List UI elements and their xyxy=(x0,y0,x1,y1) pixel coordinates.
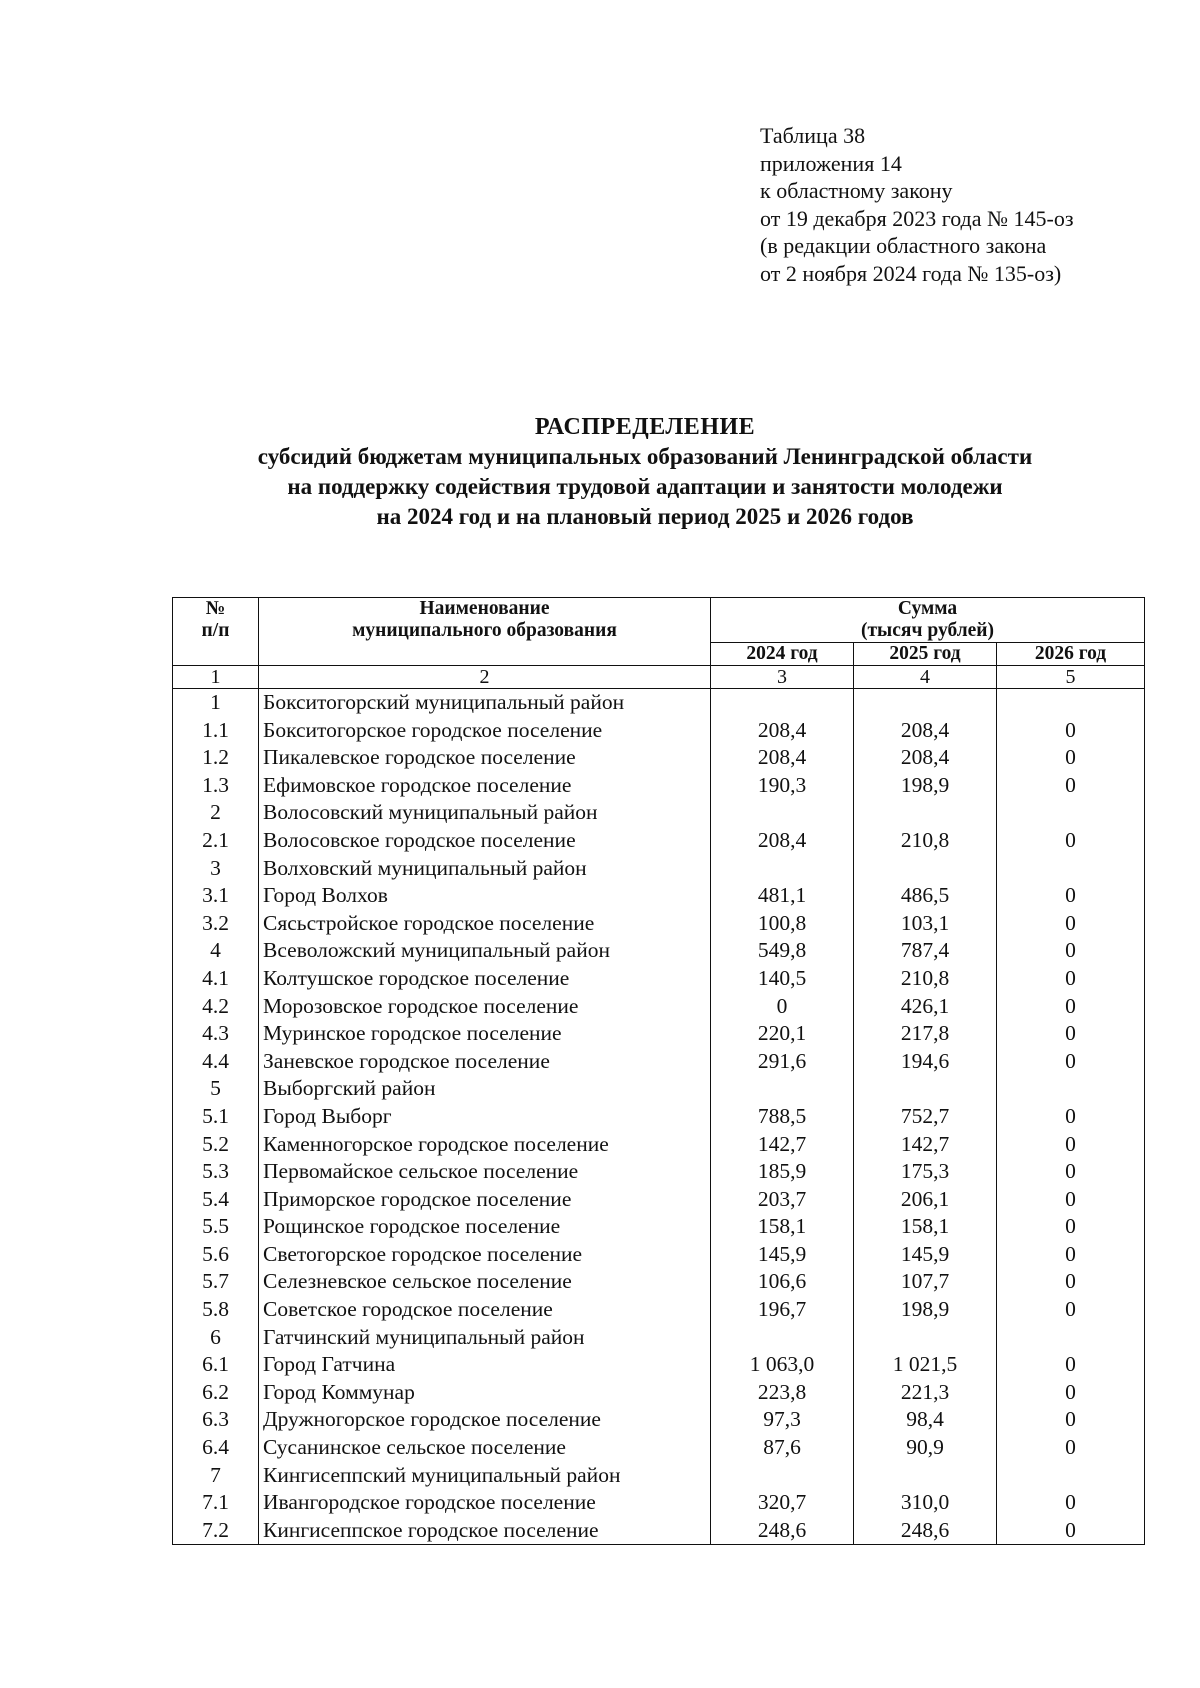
row-name: Город Гатчина xyxy=(259,1351,711,1379)
row-name: Всеволожский муниципальный район xyxy=(259,937,711,965)
row-name: Ефимовское городское поселение xyxy=(259,772,711,800)
column-header-number-line2: п/п xyxy=(201,620,230,641)
header-line: от 19 декабря 2023 года № 145-оз xyxy=(760,205,1074,231)
row-value-2025: 787,4 xyxy=(854,937,997,965)
row-name: Морозовское городское поселение xyxy=(259,993,711,1021)
row-value-2024: 106,6 xyxy=(711,1268,854,1296)
row-value-2024: 158,1 xyxy=(711,1213,854,1241)
row-value-2025: 206,1 xyxy=(854,1186,997,1214)
row-number: 1 xyxy=(173,689,259,717)
row-number: 5.7 xyxy=(173,1268,259,1296)
column-header-sum xyxy=(711,598,1145,643)
distribution-table xyxy=(172,597,1145,1545)
row-value-2026: 0 xyxy=(997,1186,1145,1214)
row-name: Светогорское городское поселение xyxy=(259,1241,711,1269)
table-body xyxy=(173,689,1145,1545)
row-name: Город Волхов xyxy=(259,882,711,910)
table-row xyxy=(173,1131,1145,1159)
row-value-2024: 549,8 xyxy=(711,937,854,965)
row-value-2024: 208,4 xyxy=(711,744,854,772)
row-name: Селезневское сельское поселение xyxy=(259,1268,711,1296)
row-value-2026: 0 xyxy=(997,1296,1145,1324)
document-header xyxy=(760,122,1074,287)
column-number: 3 xyxy=(711,666,854,689)
row-value-2026 xyxy=(997,799,1145,827)
row-number: 5.6 xyxy=(173,1241,259,1269)
row-value-2024 xyxy=(711,799,854,827)
row-number: 1.1 xyxy=(173,717,259,745)
row-name: Бокситогорское городское поселение xyxy=(259,717,711,745)
title-line: субсидий бюджетам муниципальных образований Ленинградской области xyxy=(257,444,1033,469)
row-value-2026: 0 xyxy=(997,744,1145,772)
row-value-2025: 210,8 xyxy=(854,827,997,855)
row-value-2026: 0 xyxy=(997,1406,1145,1434)
row-value-2024: 100,8 xyxy=(711,910,854,938)
table-row xyxy=(173,1324,1145,1352)
row-number: 6 xyxy=(173,1324,259,1352)
row-value-2026: 0 xyxy=(997,1434,1145,1462)
row-name: Сусанинское сельское поселение xyxy=(259,1434,711,1462)
row-number: 7.1 xyxy=(173,1489,259,1517)
table-row xyxy=(173,717,1145,745)
row-value-2024: 185,9 xyxy=(711,1158,854,1186)
column-header-number xyxy=(173,598,259,666)
row-value-2026: 0 xyxy=(997,1020,1145,1048)
column-header-name xyxy=(259,598,711,666)
column-header-number-line1: № xyxy=(205,598,226,619)
row-value-2025: 194,6 xyxy=(854,1048,997,1076)
table-row xyxy=(173,1186,1145,1214)
row-value-2026: 0 xyxy=(997,1241,1145,1269)
row-value-2026: 0 xyxy=(997,910,1145,938)
row-value-2026: 0 xyxy=(997,1268,1145,1296)
row-value-2025: 248,6 xyxy=(854,1517,997,1545)
row-number: 5.5 xyxy=(173,1213,259,1241)
row-name: Выборгский район xyxy=(259,1075,711,1103)
row-value-2026 xyxy=(997,1324,1145,1352)
table-row xyxy=(173,937,1145,965)
column-number: 2 xyxy=(259,666,711,689)
row-number: 4.1 xyxy=(173,965,259,993)
row-value-2025: 90,9 xyxy=(854,1434,997,1462)
row-number: 6.1 xyxy=(173,1351,259,1379)
row-value-2024 xyxy=(711,855,854,883)
row-number: 4.3 xyxy=(173,1020,259,1048)
row-value-2025: 208,4 xyxy=(854,744,997,772)
row-value-2025 xyxy=(854,1324,997,1352)
row-value-2026: 0 xyxy=(997,772,1145,800)
row-number: 2 xyxy=(173,799,259,827)
row-number: 5.8 xyxy=(173,1296,259,1324)
row-name: Рощинское городское поселение xyxy=(259,1213,711,1241)
row-value-2024: 320,7 xyxy=(711,1489,854,1517)
row-name: Сясьстройское городское поселение xyxy=(259,910,711,938)
row-name: Ивангородское городское поселение xyxy=(259,1489,711,1517)
row-value-2026: 0 xyxy=(997,827,1145,855)
row-value-2026: 0 xyxy=(997,1213,1145,1241)
column-header-2026: 2026 год xyxy=(997,643,1145,666)
header-line: Таблица 38 xyxy=(760,123,866,148)
row-value-2026: 0 xyxy=(997,993,1145,1021)
row-value-2025: 217,8 xyxy=(854,1020,997,1048)
table-row xyxy=(173,1020,1145,1048)
row-value-2024: 87,6 xyxy=(711,1434,854,1462)
table-row xyxy=(173,1268,1145,1296)
row-value-2025: 198,9 xyxy=(854,1296,997,1324)
row-value-2025 xyxy=(854,855,997,883)
row-value-2025: 145,9 xyxy=(854,1241,997,1269)
row-value-2025 xyxy=(854,689,997,717)
table-row xyxy=(173,1158,1145,1186)
header-line: от 2 ноября 2024 года № 135-оз) xyxy=(760,260,1062,286)
row-value-2026: 0 xyxy=(997,882,1145,910)
column-header-name-line1: Наименование xyxy=(419,598,550,619)
row-number: 3.2 xyxy=(173,910,259,938)
table-row xyxy=(173,1434,1145,1462)
row-value-2024: 788,5 xyxy=(711,1103,854,1131)
table-row xyxy=(173,855,1145,883)
column-header-sum-line2: (тысяч рублей) xyxy=(860,620,995,641)
row-value-2024: 1 063,0 xyxy=(711,1351,854,1379)
row-value-2025: 210,8 xyxy=(854,965,997,993)
row-value-2026: 0 xyxy=(997,1351,1145,1379)
table-row xyxy=(173,910,1145,938)
column-number: 5 xyxy=(997,666,1145,689)
row-value-2026: 0 xyxy=(997,1103,1145,1131)
row-name: Заневское городское поселение xyxy=(259,1048,711,1076)
table-row xyxy=(173,689,1145,717)
row-value-2024: 97,3 xyxy=(711,1406,854,1434)
row-number: 3 xyxy=(173,855,259,883)
row-value-2024: 145,9 xyxy=(711,1241,854,1269)
row-name: Город Выборг xyxy=(259,1103,711,1131)
row-value-2024 xyxy=(711,689,854,717)
table-row xyxy=(173,1351,1145,1379)
header-line: к областному закону xyxy=(760,178,953,203)
row-name: Муринское городское поселение xyxy=(259,1020,711,1048)
row-value-2024: 248,6 xyxy=(711,1517,854,1545)
row-name: Приморское городское поселение xyxy=(259,1186,711,1214)
row-value-2026 xyxy=(997,1462,1145,1490)
row-number: 6.3 xyxy=(173,1406,259,1434)
table-row xyxy=(173,1379,1145,1407)
row-name: Город Коммунар xyxy=(259,1379,711,1407)
row-number: 6.2 xyxy=(173,1379,259,1407)
document-title xyxy=(0,412,1200,532)
row-name: Волосовский муниципальный район xyxy=(259,799,711,827)
row-name: Гатчинский муниципальный район xyxy=(259,1324,711,1352)
table-row xyxy=(173,882,1145,910)
row-number: 4 xyxy=(173,937,259,965)
row-name: Первомайское сельское поселение xyxy=(259,1158,711,1186)
row-value-2025: 486,5 xyxy=(854,882,997,910)
row-number: 5.2 xyxy=(173,1131,259,1159)
row-name: Бокситогорский муниципальный район xyxy=(259,689,711,717)
title-line: на поддержку содействия трудовой адаптации и занятости молодежи xyxy=(287,474,1003,499)
table-row xyxy=(173,1048,1145,1076)
row-name: Колтушское городское поселение xyxy=(259,965,711,993)
row-value-2026: 0 xyxy=(997,717,1145,745)
row-number: 2.1 xyxy=(173,827,259,855)
row-value-2026: 0 xyxy=(997,1131,1145,1159)
row-value-2026: 0 xyxy=(997,965,1145,993)
row-value-2025: 221,3 xyxy=(854,1379,997,1407)
row-value-2024: 203,7 xyxy=(711,1186,854,1214)
row-number: 1.2 xyxy=(173,744,259,772)
row-value-2025: 103,1 xyxy=(854,910,997,938)
row-name: Советское городское поселение xyxy=(259,1296,711,1324)
row-value-2025: 142,7 xyxy=(854,1131,997,1159)
row-value-2024: 140,5 xyxy=(711,965,854,993)
table-row xyxy=(173,1103,1145,1131)
column-header-sum-line1: Сумма xyxy=(897,598,958,619)
row-name: Кингисеппское городское поселение xyxy=(259,1517,711,1545)
table-row xyxy=(173,1517,1145,1545)
row-number: 4.2 xyxy=(173,993,259,1021)
header-line: (в редакции областного закона xyxy=(760,233,1047,258)
row-value-2025 xyxy=(854,1075,997,1103)
column-numbers-row xyxy=(173,666,1145,689)
table-row xyxy=(173,1489,1145,1517)
column-header-2025: 2025 год xyxy=(854,643,997,666)
table-row xyxy=(173,1213,1145,1241)
row-name: Каменногорское городское поселение xyxy=(259,1131,711,1159)
row-value-2026: 0 xyxy=(997,937,1145,965)
row-value-2024: 481,1 xyxy=(711,882,854,910)
row-value-2025: 107,7 xyxy=(854,1268,997,1296)
table-row xyxy=(173,799,1145,827)
row-value-2025: 98,4 xyxy=(854,1406,997,1434)
row-value-2026: 0 xyxy=(997,1517,1145,1545)
column-header-name-line2: муниципального образования xyxy=(352,620,617,641)
row-number: 5.1 xyxy=(173,1103,259,1131)
row-value-2024: 220,1 xyxy=(711,1020,854,1048)
row-value-2025 xyxy=(854,799,997,827)
row-number: 3.1 xyxy=(173,882,259,910)
row-value-2025: 198,9 xyxy=(854,772,997,800)
row-value-2026: 0 xyxy=(997,1379,1145,1407)
row-value-2025 xyxy=(854,1462,997,1490)
row-name: Пикалевское городское поселение xyxy=(259,744,711,772)
row-value-2024: 0 xyxy=(711,993,854,1021)
row-number: 7 xyxy=(173,1462,259,1490)
row-value-2025: 310,0 xyxy=(854,1489,997,1517)
row-value-2026 xyxy=(997,855,1145,883)
table-row xyxy=(173,965,1145,993)
row-value-2024 xyxy=(711,1324,854,1352)
table-row xyxy=(173,1462,1145,1490)
row-value-2024: 142,7 xyxy=(711,1131,854,1159)
row-value-2026 xyxy=(997,689,1145,717)
row-value-2024 xyxy=(711,1462,854,1490)
table-row xyxy=(173,1296,1145,1324)
row-value-2026: 0 xyxy=(997,1158,1145,1186)
row-value-2024: 223,8 xyxy=(711,1379,854,1407)
row-number: 7.2 xyxy=(173,1517,259,1545)
column-number: 1 xyxy=(173,666,259,689)
title-line: на 2024 год и на плановый период 2025 и 2026 годов xyxy=(376,504,914,529)
row-value-2025: 208,4 xyxy=(854,717,997,745)
row-value-2024: 208,4 xyxy=(711,717,854,745)
row-name: Волховский муниципальный район xyxy=(259,855,711,883)
row-value-2024: 291,6 xyxy=(711,1048,854,1076)
row-value-2024: 208,4 xyxy=(711,827,854,855)
row-name: Волосовское городское поселение xyxy=(259,827,711,855)
row-value-2024: 190,3 xyxy=(711,772,854,800)
row-value-2026: 0 xyxy=(997,1489,1145,1517)
row-value-2024 xyxy=(711,1075,854,1103)
row-number: 5 xyxy=(173,1075,259,1103)
table-row xyxy=(173,744,1145,772)
row-value-2025: 426,1 xyxy=(854,993,997,1021)
row-value-2025: 158,1 xyxy=(854,1213,997,1241)
row-number: 4.4 xyxy=(173,1048,259,1076)
row-value-2024: 196,7 xyxy=(711,1296,854,1324)
table-row xyxy=(173,827,1145,855)
table-row xyxy=(173,993,1145,1021)
row-number: 1.3 xyxy=(173,772,259,800)
row-value-2025: 1 021,5 xyxy=(854,1351,997,1379)
row-value-2025: 752,7 xyxy=(854,1103,997,1131)
table-row xyxy=(173,1075,1145,1103)
column-number: 4 xyxy=(854,666,997,689)
header-line: приложения 14 xyxy=(760,150,902,176)
row-value-2026: 0 xyxy=(997,1048,1145,1076)
row-number: 5.3 xyxy=(173,1158,259,1186)
row-name: Дружногорское городское поселение xyxy=(259,1406,711,1434)
row-name: Кингисеппский муниципальный район xyxy=(259,1462,711,1490)
table-row xyxy=(173,1241,1145,1269)
table-row xyxy=(173,772,1145,800)
title-main: РАСПРЕДЕЛЕНИЕ xyxy=(534,414,756,440)
row-number: 6.4 xyxy=(173,1434,259,1462)
row-number: 5.4 xyxy=(173,1186,259,1214)
table-row xyxy=(173,1406,1145,1434)
row-value-2025: 175,3 xyxy=(854,1158,997,1186)
column-header-2024: 2024 год xyxy=(711,643,854,666)
row-value-2026 xyxy=(997,1075,1145,1103)
